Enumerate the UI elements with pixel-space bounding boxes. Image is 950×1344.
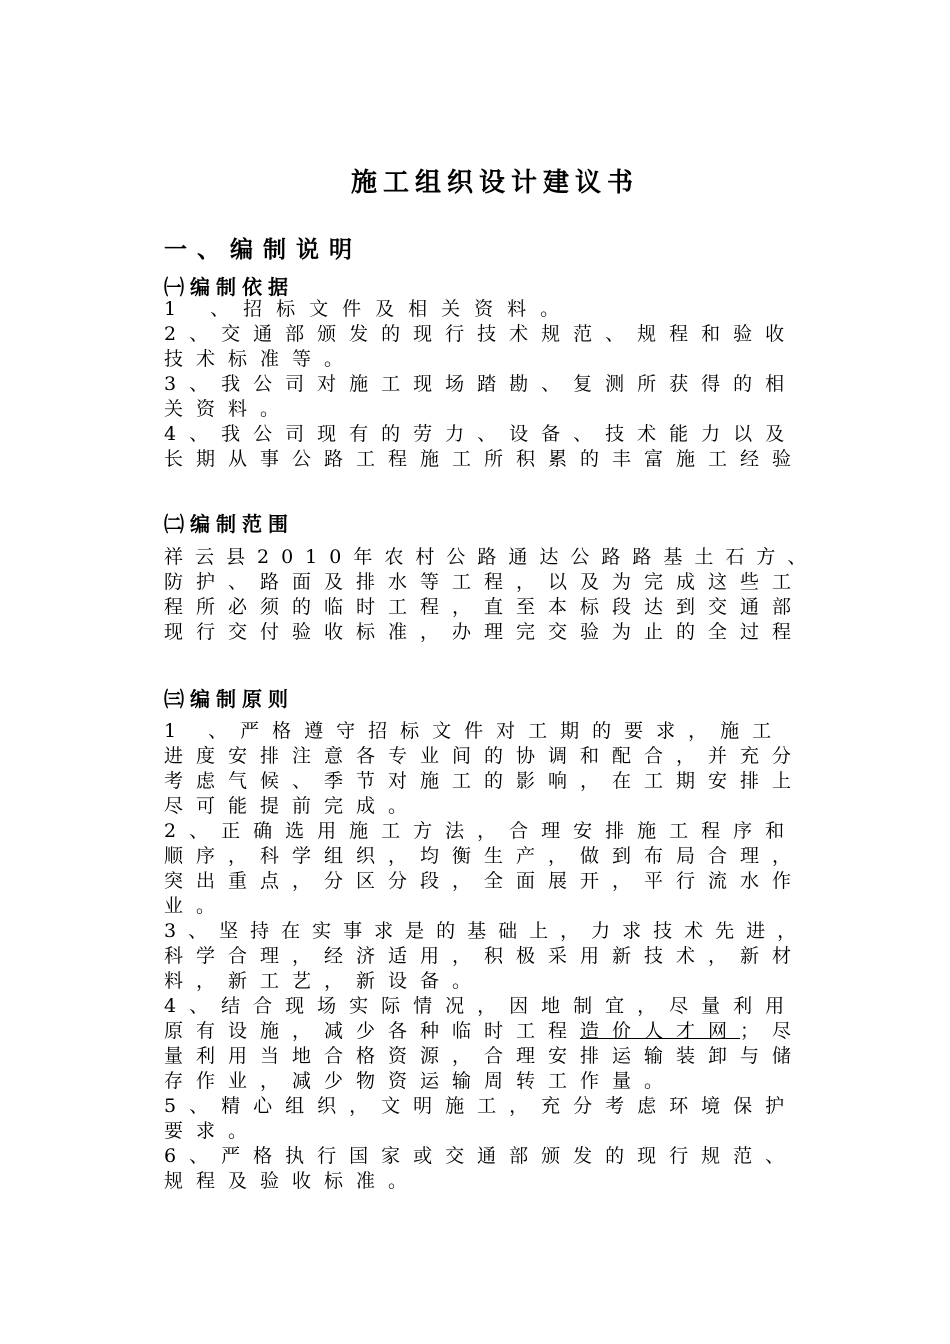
basis-line: 关资料。 <box>164 398 293 420</box>
section-heading-compilation-notes: 一、编制说明 <box>164 237 362 263</box>
basis-line: 长期从事公路工程施工所积累的丰富施工经验 <box>164 448 805 470</box>
principles-line: 突出重点，分区分段，全面展开，平行流水作 <box>164 870 805 892</box>
principles-line: 5、精心组织，文明施工，充分考虑环境保护 <box>164 1095 798 1117</box>
basis-line: 2、交通部颁发的现行技术规范、规程和验收 <box>164 323 798 345</box>
principles-text <box>164 719 864 1194</box>
principles-line-text: 原有设施，减少各种临时工程 <box>164 1020 581 1042</box>
principles-line: 科学合理，经济适用，积极采用新技术，新材 <box>164 945 805 967</box>
principles-line-suffix: ；尽 <box>740 1020 805 1042</box>
principles-line: 料，新工艺，新设备。 <box>164 970 485 992</box>
principles-line: 规程及验收标准。 <box>164 1170 421 1192</box>
basis-text <box>164 297 864 472</box>
basis-line: 技术标准等。 <box>164 348 357 370</box>
principles-line: 尽可能提前完成。 <box>164 795 421 817</box>
basis-line: 3、我公司对施工现场踏勘、复测所获得的相 <box>164 373 798 395</box>
principles-line: 量利用当地合格资源，合理安排运输装卸与储 <box>164 1045 805 1067</box>
principles-line: 要求。 <box>164 1120 261 1142</box>
principles-line: 2、正确选用施工方法，合理安排施工程序和 <box>164 820 798 842</box>
scope-line: 程所必须的临时工程，直至本标段达到交通部 <box>164 596 805 618</box>
principles-line: 6、严格执行国家或交通部颁发的现行规范、 <box>164 1145 798 1167</box>
basis-line: 1 、招标文件及相关资料。 <box>164 298 574 320</box>
scope-line: 防护、路面及排水等工程，以及为完成这些工 <box>164 571 805 593</box>
principles-line: 顺序，科学组织，均衡生产，做到布局合理， <box>164 845 805 867</box>
scope-line: 祥云县2010年农村公路通达公路路基土石方、 <box>164 546 819 568</box>
scope-line: 现行交付验收标准，办理完交验为止的全过程 <box>164 621 805 643</box>
document-title: 施工组织设计建议书 <box>350 168 639 198</box>
principles-line: 4、结合现场实际情况，因地制宜，尽量利用 <box>164 995 798 1017</box>
principles-line-with-link <box>164 1019 864 1044</box>
cost-talent-link[interactable]: 造价人才网 <box>580 1020 741 1042</box>
principles-line: 3、坚持在实事求是的基础上，力求技术先进， <box>164 920 809 942</box>
principles-line: 存作业，减少物资运输周转工作量。 <box>164 1070 677 1092</box>
principles-line: 业。 <box>164 895 229 917</box>
subsection-heading-scope: ㈡编制范围 <box>164 512 294 536</box>
scope-text <box>164 545 864 645</box>
basis-line: 4、我公司现有的劳力、设备、技术能力以及 <box>164 423 798 445</box>
principles-line: 1 、严格遵守招标文件对工期的要求，施工 <box>164 720 785 742</box>
principles-line: 进度安排注意各专业间的协调和配合，并充分 <box>164 745 805 767</box>
principles-line: 考虑气候、季节对施工的影响，在工期安排上 <box>164 770 805 792</box>
subsection-heading-principles: ㈢编制原则 <box>164 687 294 711</box>
subsection-heading-basis: ㈠编制依据 <box>164 275 294 299</box>
